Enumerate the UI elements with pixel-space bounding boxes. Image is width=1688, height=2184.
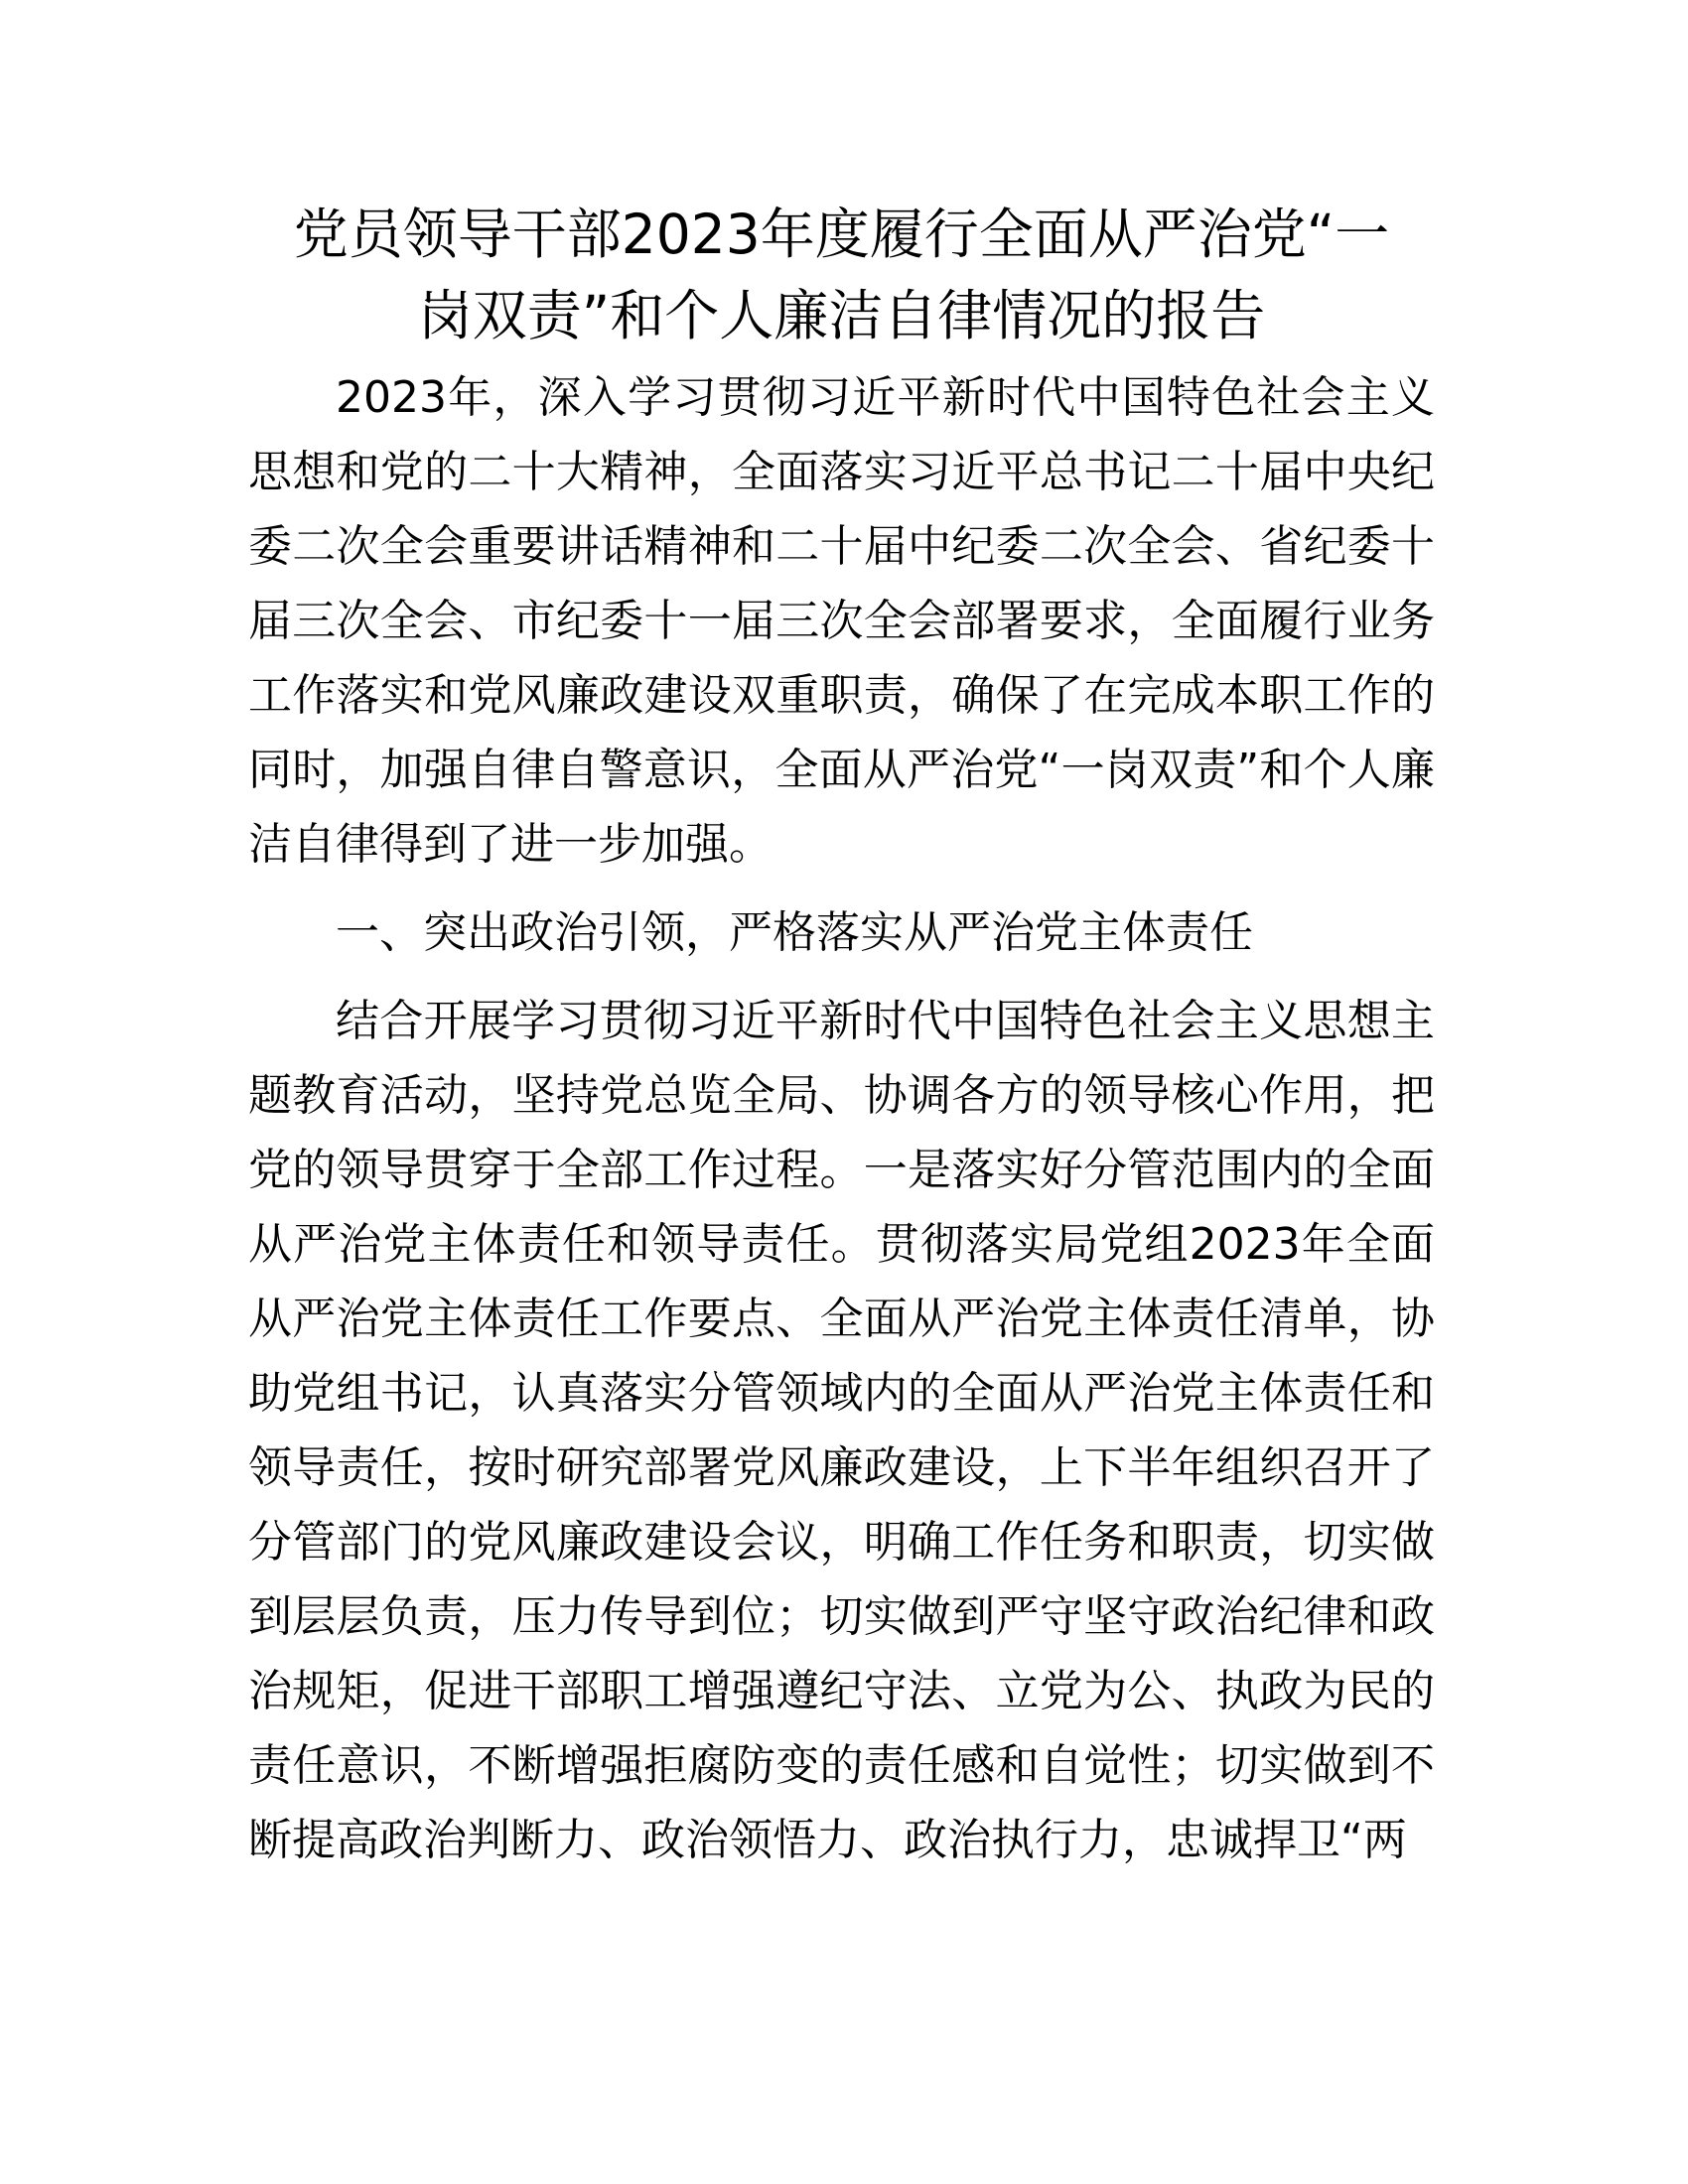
title-line-1: 党员领导干部2023年度履行全面从严治党“一 (293, 203, 1390, 266)
section-heading-1: 一、突出政治引领，严格落实从严治党主体责任 (336, 907, 1253, 958)
section-1-paragraph: 结合开展学习贯彻习近平新时代中国特色社会主义思想主题教育活动，坚持党总览全局、协调各方的领导核心作用，把党的领导贯穿于全部工作过程。一是落实好分管范围内的全面从严治党主体责任和领导责任。贯彻落实局党组2023年全面从严治党主体责任工作要点、全面从严治党主体责任清单，协助党组书记，认真落实分管领域内的全面从严治党主体责任和领导责任，按时研究部署党风廉政建设，上下半年组织召开了分管部门的党风廉政建设会议，明确工作任务和职责，切实做到层层负责，压力传导到位；切实做到严守坚守政治纪律和政治规矩，促进干部职工增强遵纪守法、立党为公、执政为民的责任意识，不断增强拒腐防变的责任感和自觉性；切实做到不断提高政治判断力、政治领悟力、政治执行力，忠诚捍卫“两 (248, 996, 1435, 1865)
document-page (248, 194, 1435, 1877)
document-title (248, 194, 1435, 356)
title-line-2: 岗双责”和个人廉洁自律情况的报告 (417, 284, 1266, 347)
intro-paragraph: 2023年，深入学习贯彻习近平新时代中国特色社会主义思想和党的二十大精神，全面落实习近平总书记二十届中央纪委二次全会重要讲话精神和二十届中纪委二次全会、省纪委十届三次全会、市纪委十一届三次全会部署要求，全面履行业务工作落实和党风廉政建设双重职责，确保了在完成本职工作的同时，加强自律自警意识，全面从严治党“一岗双责”和个人廉洁自律得到了进一步加强。 (248, 372, 1435, 870)
